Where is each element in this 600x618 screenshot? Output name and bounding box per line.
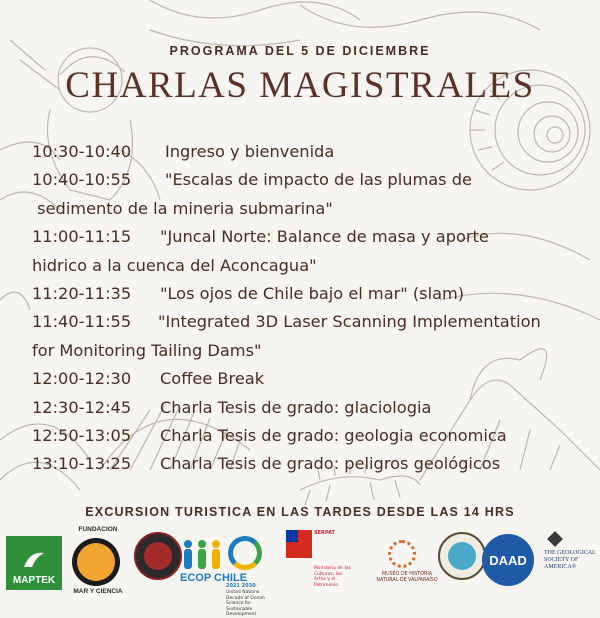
schedule-item [32,138,597,166]
maptek-logo [6,536,62,590]
schedule-item [32,308,597,336]
mar-fish-icon [77,543,115,581]
schedule-time: 12:50-13:05 [32,426,132,446]
geology-society-seal-logo [438,532,486,580]
schedule-text: Coffee Break [160,369,265,389]
gsa-label: THE GEOLOGICAL SOCIETY OF AMERICA® [544,550,596,570]
ocean-decade-icon [228,536,262,570]
schedule-time: 13:10-13:25 [32,454,132,474]
museo-label: MUSEO DE HISTORIA NATURAL DE VALPARAÍSO [376,572,438,583]
maptek-mark-icon [22,551,46,569]
ecop-description: United Nations Decade of Ocean Science for Sustainable Development [226,590,265,617]
seal-inner-icon [448,542,476,570]
schedule-item-continued: for Monitoring Tailing Dams" [32,340,262,360]
schedule-item-continued: sedimento de la mineria submarina" [32,198,333,218]
gsa-logo [544,532,596,592]
museo-sun-icon [388,540,416,568]
schedule-item [32,450,597,478]
ecop-chile-logo [180,534,270,617]
schedule-item [32,394,597,422]
schedule-text: Ingreso y bienvenida [165,142,335,161]
ecop-people-icon [180,536,224,572]
schedule-time: 12:00-12:30 [32,369,132,389]
program-date: PROGRAMA DEL 5 DE DICIEMBRE [169,44,431,58]
chile-flag-icon [286,530,312,558]
mar-bottom-label: MAR Y CIENCIA [73,588,123,595]
schedule-text: "Los ojos de Chile bajo el mar" (slam) [160,284,465,304]
maptek-label: MAPTEK [12,575,56,586]
schedule-time: 11:00-11:15 [32,227,132,247]
serpat-label: SERPAT [314,530,335,536]
page-title: CHARLAS MAGISTRALES [65,65,535,106]
schedule-text: Charla Tesis de grado: peligros geológicos [160,454,501,474]
schedule-list [32,138,597,479]
serpat-logo [286,530,351,594]
excursion-note: EXCURSION TURISTICA EN LAS TARDES DESDE LAS 14 HRS [85,505,515,519]
daad-logo: DAAD [482,534,534,586]
museo-logo [372,540,442,590]
schedule-time: 11:40-11:55 [32,312,132,332]
schedule-text: "Juncal Norte: Balance de masa y aporte [160,227,489,247]
sponsor-logos [0,524,600,617]
schedule-item [32,223,597,251]
serpat-ministry: Ministerio de las Culturas, las Artes y el Patrimonio [314,566,351,588]
schedule-item-continued: hidrico a la cuenca del Aconcagua" [32,255,317,275]
schedule-text: "Integrated 3D Laser Scanning Implementation [158,312,541,332]
schedule-item [32,280,597,308]
mar-top-label: FUNDACION [78,526,118,533]
schedule-item [32,365,597,393]
schedule-item [32,422,597,450]
university-seal-logo [134,532,182,580]
schedule-text: Charla Tesis de grado: glaciologia [160,397,432,417]
schedule-text: "Escalas de impacto de las plumas de [165,170,472,190]
schedule-text: Charla Tesis de grado: geologia economica [160,426,507,446]
schedule-time: 10:40-10:55 [32,170,132,190]
schedule-time: 11:20-11:35 [32,284,132,304]
schedule-item [32,166,597,194]
schedule-time: 12:30-12:45 [32,397,132,417]
seal-inner-icon [144,542,172,570]
ecop-label: ECOP CHILE [180,572,248,584]
schedule-time: 10:30-10:40 [32,142,132,161]
ecop-years: 2021 2030 [226,583,256,589]
gsa-cube-icon [547,531,563,547]
mar-y-ciencia-logo [66,526,130,598]
